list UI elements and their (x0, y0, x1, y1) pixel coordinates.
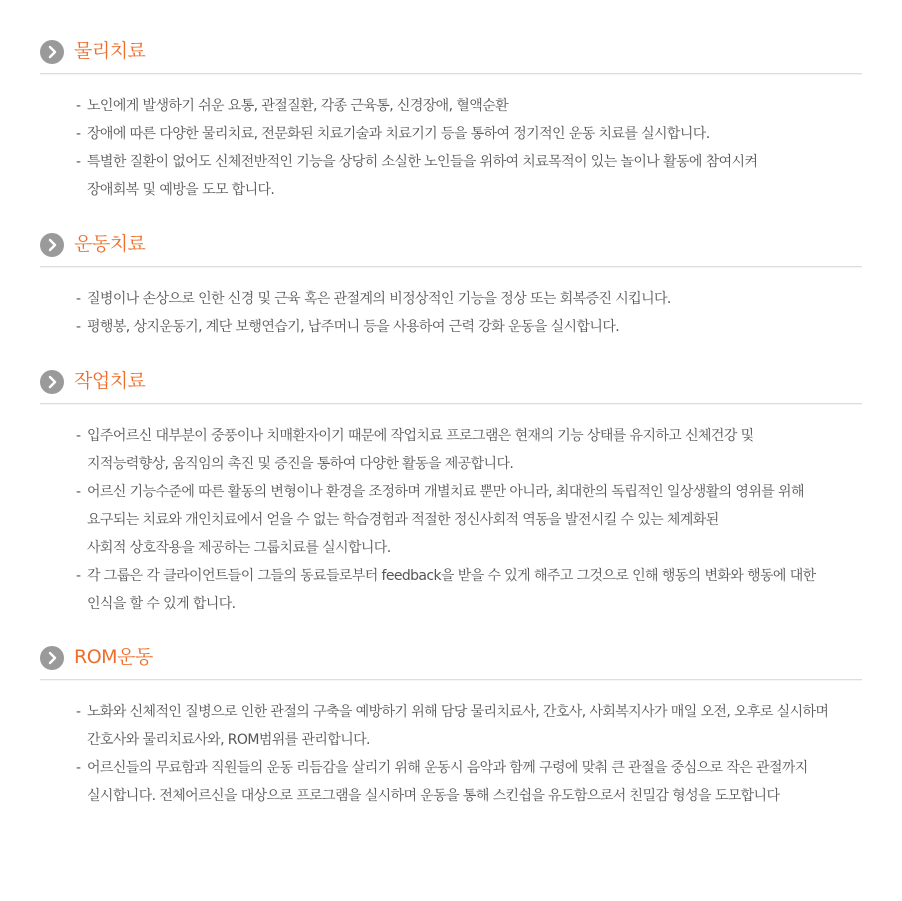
section-divider (40, 73, 862, 74)
item-text: 평행봉, 상지운동기, 계단 보행연습기, 납주머니 등을 사용하여 근력 강화 운동을 실시합니다. (87, 319, 620, 335)
item-list (76, 92, 862, 204)
section-occupational-therapy (40, 370, 862, 612)
item-text: 장애에 따른 다양한 물리치료, 전문화된 치료기술과 치료기기 등을 통하여 정기적인 운동 치료를 실시합니다. (87, 126, 710, 142)
dash-bullet: - (76, 760, 81, 776)
dash-bullet: - (76, 568, 81, 584)
section-header (40, 233, 862, 267)
list-item (76, 92, 862, 120)
dash-bullet: - (76, 154, 81, 170)
item-text: 노인에게 발생하기 쉬운 요통, 관절질환, 각종 근육통, 신경장애, 혈액순환 (87, 98, 508, 114)
dash-bullet: - (76, 484, 81, 500)
item-text: 어르신 기능수준에 따른 활동의 변형이나 환경을 조정하며 개별치료 뿐만 아니라, 최대한의 독립적인 일상생활의 영위를 위해 요구되는 치료와 개인치료에서 얻을 수 없는 학습경험과 적절한 정신사회적 역동을 발전시킬 수 있는 체계화된 사회적 상호작용을 제공하는 그룹치료를 실시합니다. (87, 484, 804, 556)
item-list (76, 422, 862, 618)
item-text: 입주어르신 대부분이 중풍이나 치매환자이기 때문에 작업치료 프로그램은 현재의 기능 상태를 유지하고 신체건강 및 지적능력향상, 움직임의 촉진 및 증진을 통하여 다양한 활동을 제공합니다. (87, 428, 754, 472)
chevron-right-circle-icon (40, 233, 64, 257)
list-item (76, 148, 862, 204)
dash-bullet: - (76, 704, 81, 720)
dash-bullet: - (76, 126, 81, 142)
chevron-right-circle-icon (40, 40, 64, 64)
section-header (40, 40, 862, 74)
list-item (76, 562, 862, 618)
section-header (40, 370, 862, 404)
item-list (76, 285, 862, 341)
section-divider (40, 403, 862, 404)
section-header (40, 646, 862, 680)
dash-bullet: - (76, 291, 81, 307)
list-item (76, 478, 862, 562)
item-text: 각 그룹은 각 클라이언트들이 그들의 동료들로부터 feedback을 받을 수 있게 해주고 그것으로 인해 행동의 변화와 행동에 대한 인식을 할 수 있게 합니다. (87, 568, 816, 612)
section-divider (40, 266, 862, 267)
list-item (76, 422, 862, 478)
item-text: 질병이나 손상으로 인한 신경 및 근육 혹은 관절계의 비정상적인 기능을 정상 또는 회복증진 시킵니다. (87, 291, 671, 307)
item-text: 노화와 신체적인 질병으로 인한 관절의 구축을 예방하기 위해 담당 물리치료사, 간호사, 사회복지사가 매일 오전, 오후로 실시하며 간호사와 물리치료사와, ROM범위를 관리합니다. (87, 704, 829, 748)
dash-bullet: - (76, 98, 81, 114)
section-exercise-therapy (40, 233, 862, 335)
section-rom-exercise (40, 646, 862, 804)
section-physical-therapy (40, 40, 862, 198)
item-text: 어르신들의 무료함과 직원들의 운동 리듬감을 살리기 위해 운동시 음악과 함께 구령에 맞춰 큰 관절을 중심으로 작은 관절까지 실시합니다. 전체어르신을 대상으로 프로그램을 실시하며 운동을 통해 스킨쉽을 유도함으로서 친밀감 형성을 도모합니다 (87, 760, 808, 804)
list-item (76, 754, 862, 810)
item-text: 특별한 질환이 없어도 신체전반적인 기능을 상당히 소실한 노인들을 위하여 치료목적이 있는 놀이나 활동에 참여시켜 장애회복 및 예방을 도모 합니다. (87, 154, 758, 198)
chevron-right-circle-icon (40, 646, 64, 670)
dash-bullet: - (76, 428, 81, 444)
dash-bullet: - (76, 319, 81, 335)
section-divider (40, 679, 862, 680)
list-item (76, 285, 862, 313)
list-item (76, 313, 862, 341)
list-item (76, 698, 862, 754)
list-item (76, 120, 862, 148)
section-title: ROM운동 (74, 646, 153, 668)
chevron-right-circle-icon (40, 370, 64, 394)
item-list (76, 698, 862, 810)
section-title: 물리치료 (74, 40, 146, 62)
section-title: 작업치료 (74, 370, 146, 392)
section-title: 운동치료 (74, 233, 146, 255)
